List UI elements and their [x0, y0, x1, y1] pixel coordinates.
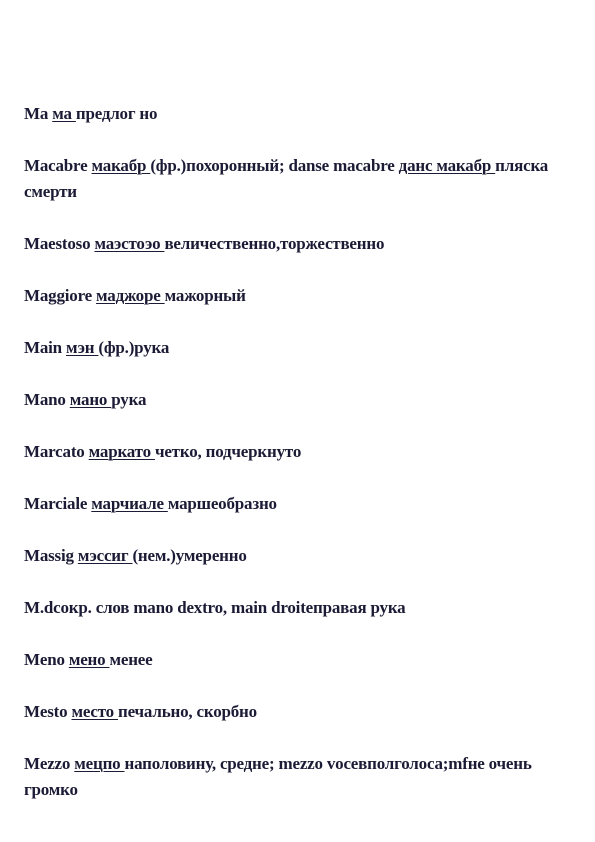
entry-definition: маршеобразно: [167, 494, 277, 513]
entry-term: Maggiore: [24, 286, 92, 305]
glossary-entry: [24, 595, 564, 621]
entry-pronunciation: маэстоэо: [94, 234, 165, 253]
entry-definition: печально, скорбно: [118, 702, 257, 721]
entry-term: Mano: [24, 390, 66, 409]
glossary-entry: [24, 231, 564, 257]
entry-term: Mezzo: [24, 754, 71, 773]
entry-pronunciation: макабр: [91, 156, 151, 175]
glossary-entry: [24, 699, 564, 725]
entry-pronunciation: мено: [68, 650, 110, 669]
entry-pronunciation: ма: [52, 104, 76, 123]
glossary-entry: [24, 491, 564, 517]
glossary-entry: [24, 153, 564, 205]
entry-pronunciation: данс макабр: [398, 156, 496, 175]
entry-definition: предлог но: [75, 104, 158, 123]
glossary-entry: [24, 335, 564, 361]
entry-pronunciation: марчиале: [91, 494, 168, 513]
entry-term: Marciale: [24, 494, 88, 513]
entry-term: Massig: [24, 546, 74, 565]
entry-pronunciation: мэссиг: [77, 546, 133, 565]
entry-definition: четко, подчеркнуто: [154, 442, 302, 461]
entry-definition: (фр.)похоронный; danse macabre: [150, 156, 399, 175]
entry-definition: пляска смерти: [24, 156, 549, 201]
entry-definition: (нем.)умеренно: [132, 546, 247, 565]
glossary-entry: [24, 751, 564, 803]
glossary-entry: [24, 101, 564, 127]
entry-pronunciation: мецпо: [74, 754, 125, 773]
glossary-entry: [24, 283, 564, 309]
entry-definition: наполовину, средне; mezzo vocевполголоса;mf: [124, 754, 468, 773]
entry-definition: не очень громко: [24, 754, 532, 799]
entry-pronunciation: маркато: [88, 442, 155, 461]
glossary-entry: [24, 439, 564, 465]
entry-definition: мажорный: [164, 286, 246, 305]
glossary-entry: [24, 387, 564, 413]
entry-definition: рука: [111, 390, 147, 409]
entry-term: Main: [24, 338, 62, 357]
entry-definition: менее: [109, 650, 153, 669]
entry-pronunciation: маджоре: [96, 286, 165, 305]
entry-term: M.dсокр. слов mano dextro, main droiteправая рука: [24, 598, 406, 617]
entry-term: Meno: [24, 650, 65, 669]
entry-pronunciation: мано: [69, 390, 112, 409]
entry-term: Macabre: [24, 156, 88, 175]
entry-definition: величественно,торжественно: [164, 234, 385, 253]
entry-term: Mesto: [24, 702, 68, 721]
entry-term: Maestoso: [24, 234, 91, 253]
entry-definition: (фр.)рука: [98, 338, 170, 357]
entry-pronunciation: место: [71, 702, 118, 721]
entry-term: Marcato: [24, 442, 85, 461]
glossary-entry: [24, 647, 564, 673]
entry-term: Ma: [24, 104, 49, 123]
glossary-entry: [24, 543, 564, 569]
entry-pronunciation: мэн: [66, 338, 99, 357]
